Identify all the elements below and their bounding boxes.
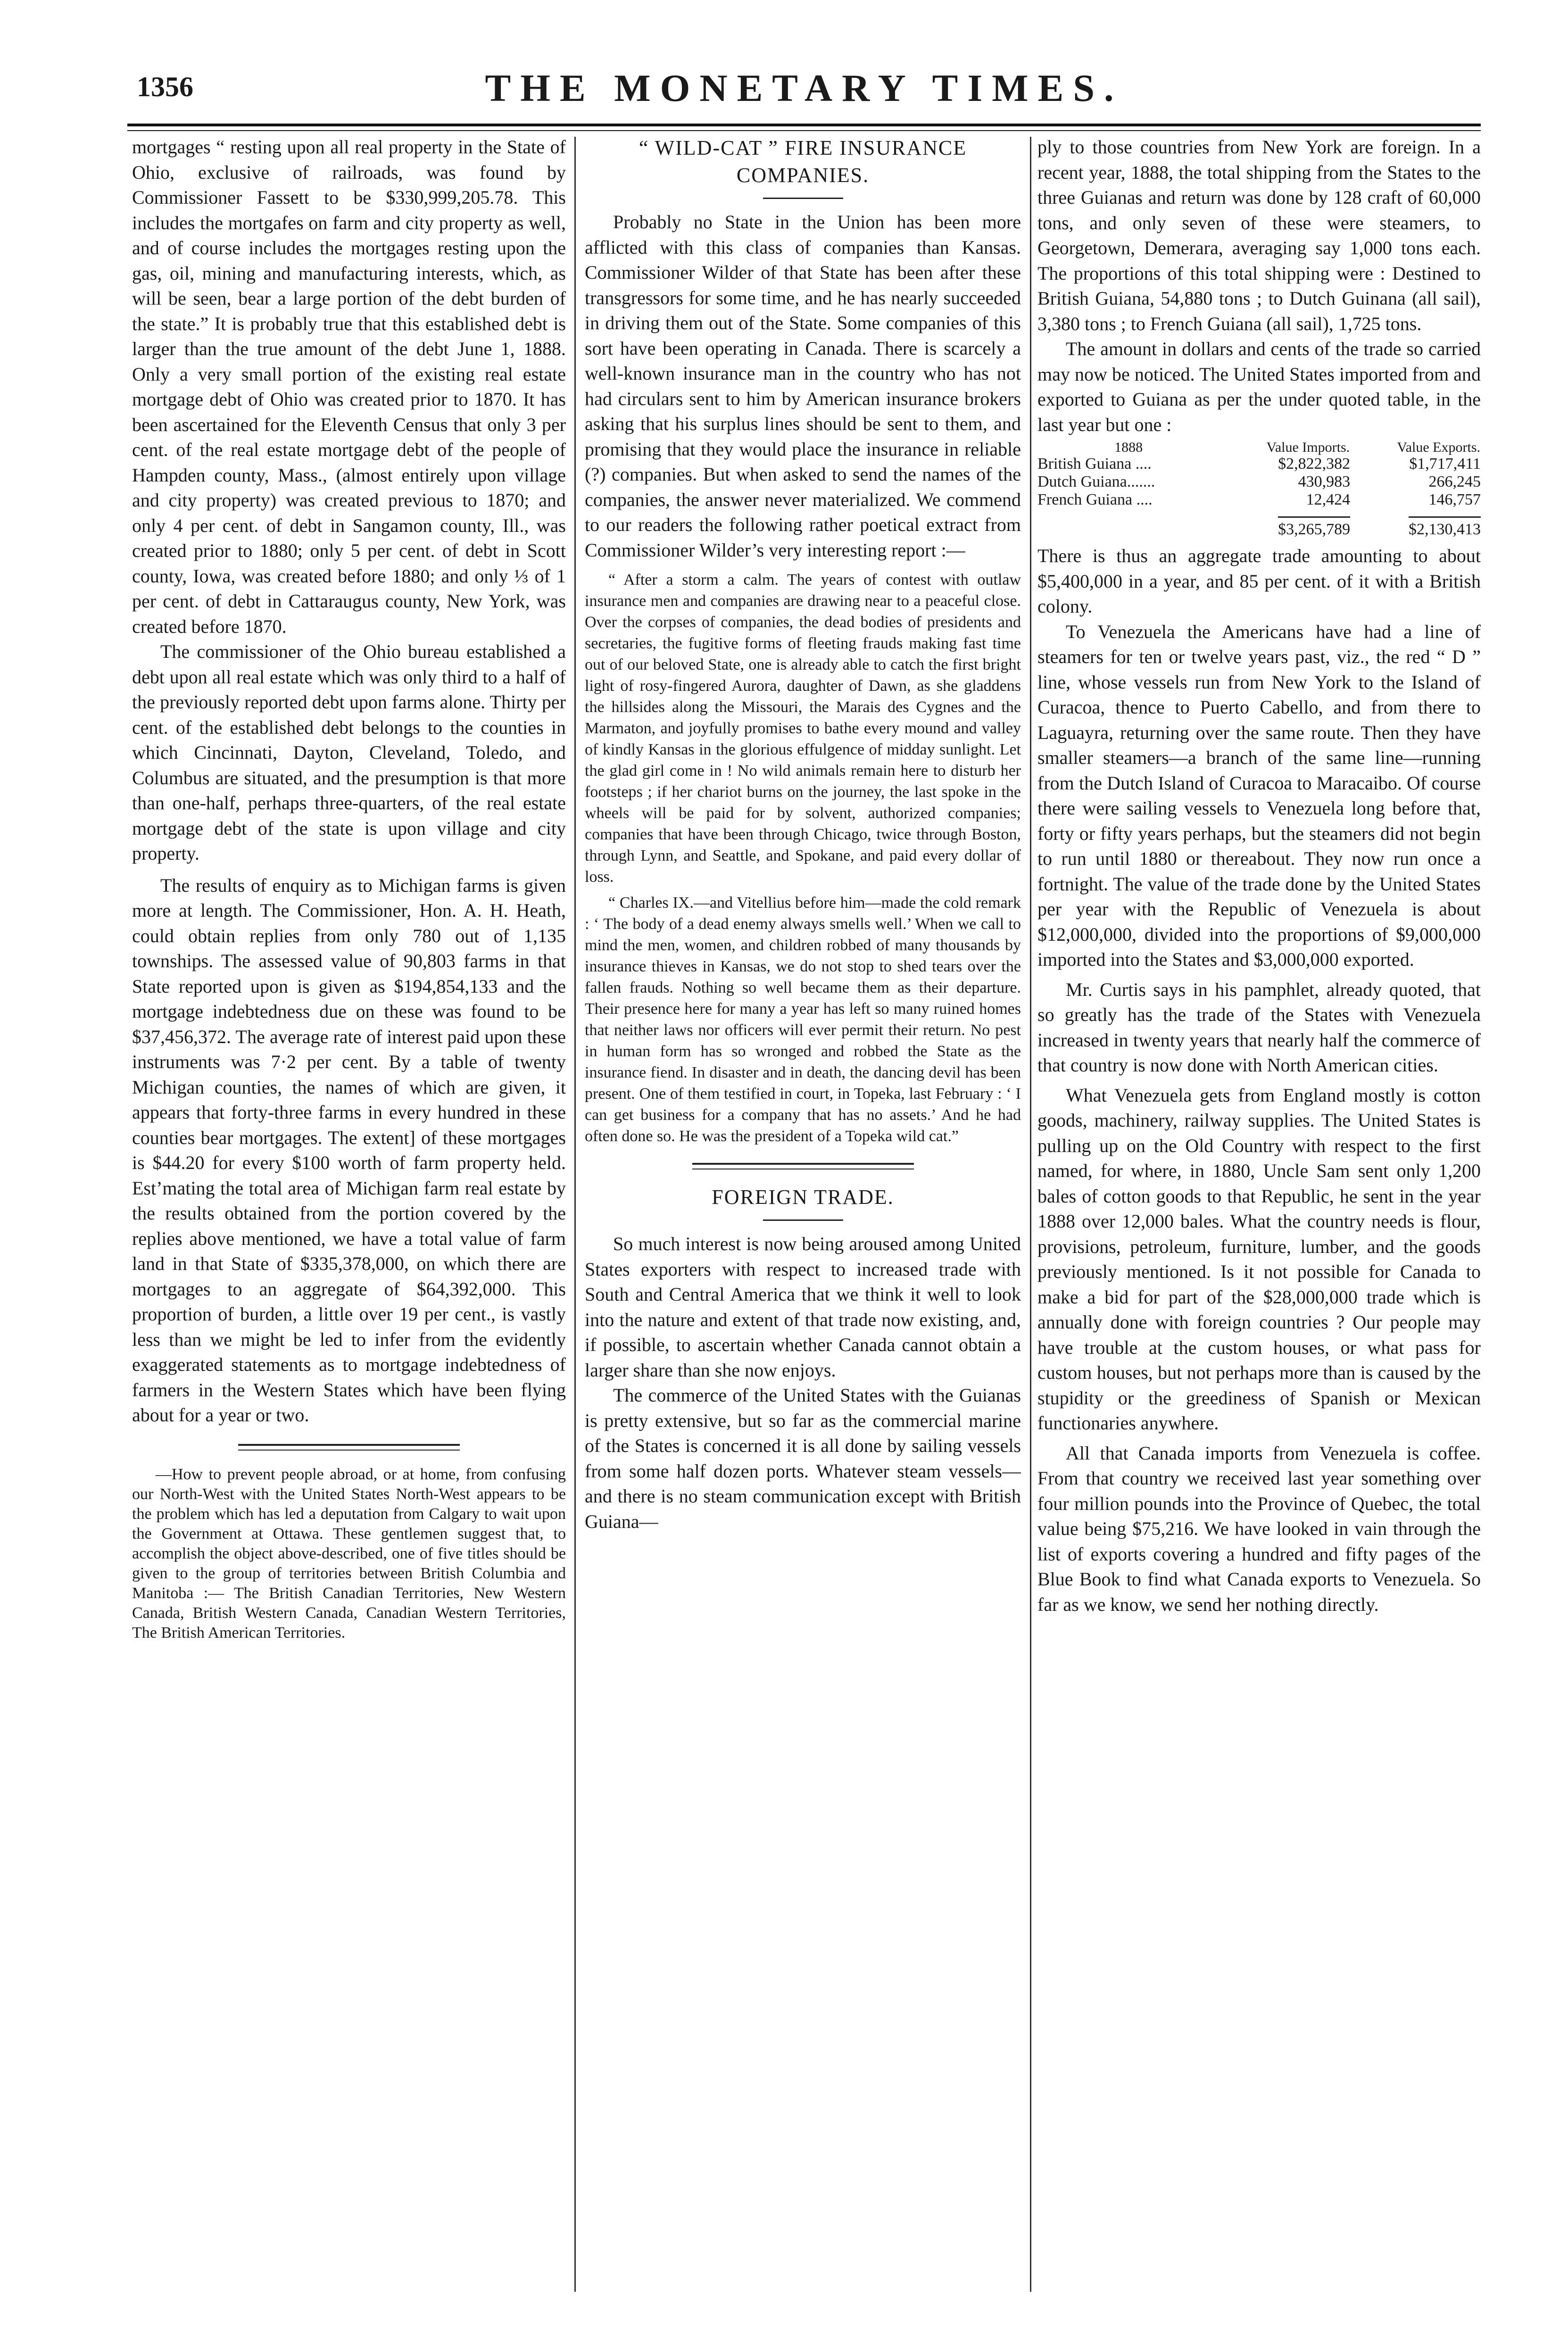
col2-quote-1: “ After a storm a calm. The years of contest with outlaw insurance men and companies are drawing near to a peaceful close. Over the corpses of companies, the dead bodies of presidents and secretaries, the fugitive forms of fleeting frauds making fast time out of our beloved State, one is already able to catch the first bright light of rosy-fingered Aurora, daughter of Dawn, as she gladdens the hillsides along the Missouri, the Marais des Cygnes and the Marmaton, and joyfully promises to bathe every mound and valley of kindly Kansas in the glorious effulgence of midday sunlight. Let the glad girl come in ! No wild animals remain here to disturb her footsteps ; if her chariot burns on the journey, the last spoke in the wheels will be paid for by solvent, authorized companies; companies that have been through Chicago, twice through Boston, through Lynn, and Seattle, and Spokane, and paid every dollar of loss. bbox=[585, 571, 1021, 886]
section-rule bbox=[238, 1444, 460, 1451]
table-cell-name: Dutch Guiana....... bbox=[1037, 473, 1155, 490]
table-cell-imports: 12,424 bbox=[1306, 491, 1351, 508]
page-header bbox=[127, 61, 1481, 123]
article-heading-wildcat: “ WILD-CAT ” FIRE INSURANCE COMPANIES. bbox=[639, 136, 967, 187]
col1-paragraph-1: mortgages “ resting upon all real property in the State of Ohio, exclusive of railroads, was found by Commissioner Fassett to be $330,999,205.78. This includes the mortgafes on farm and city property as well, and of course includes the mortgages resting upon the gas, oil, mining and manufacturing interests, which, as will be seen, bear a large portion of the debt burden of the state.” It is probably true that this established debt is larger than the true amount of the debt June 1, 1888. Only a very small portion of the existing real estate mortgage debt of Ohio was created prior to 1870. It has been ascertained for the Eleventh Census that only 3 per cent. of the real estate mortgage debt of the people of Hampden county, Mass., (almost entirely upon village and city property) was created previous to 1870; and only 4 per cent. of debt in Sangamon county, Ill., was created prior to 1880; only 5 per cent. of debt in Scott county, Iowa, was created before 1880; and only ⅓ of 1 per cent. of debt in Cattaraugus county, New York, was created before 1870. bbox=[132, 136, 566, 637]
table-cell-imports: 430,983 bbox=[1298, 473, 1351, 490]
col2-paragraph-1: Probably no State in the Union has been more afflicted with this class of companies than Kansas. Commissioner Wilder of that State has been after these transgressors for some time, and he has nearly succeeded in driving them out of the State. Some companies of this sort have been operating in Canada. There is scarcely a well-known insurance man in the country who has not had circulars sent to him by American insurance brokers asking that his surplus lines should be sent to them, and promising that they would place the insurance in reliable (?) companies. But when asked to send the names of the companies, the answer never materialized. We commend to our readers the following rather poetical extract from Commissioner Wilder’s very interesting report :— bbox=[585, 211, 1021, 561]
table-cell-name: British Guiana .... bbox=[1037, 455, 1152, 473]
table-row bbox=[1037, 491, 1481, 509]
col3-paragraph-3: There is thus an aggregate trade amounting to about $5,400,000 in a year, and 85 per cent. of it with a British colony. bbox=[1037, 545, 1481, 617]
column-2 bbox=[585, 134, 1021, 2327]
column-divider-2 bbox=[1030, 137, 1031, 2292]
column-3 bbox=[1037, 134, 1481, 2327]
col3-paragraph-1: ply to those countries from New York are foreign. In a recent year, 1888, the total shipping from the States to the three Guianas and return was done by 128 craft of 60,000 tons, and only seven of these were steamers, to Georgetown, Demerara, averaging say 1,000 tons each. The proportions of this total shipping were : Destined to British Guiana, 54,880 tons ; to Dutch Guinana (all sail), 3,380 tons ; to French Guiana (all sail), 1,725 tons. bbox=[1037, 136, 1481, 334]
table-cell-imports: $2,822,382 bbox=[1278, 455, 1351, 473]
col1-paragraph-2: The commissioner of the Ohio bureau established a debt upon all real estate which was only third to a half of the previously reported debt upon farms alone. Thirty per cent. of the established debt belongs to the counties in which Cincinnati, Dayton, Cleveland, Toledo, and Columbus are situated, and the presumption is that more than one-half, perhaps three-quarters, of the real estate mortgage debt of the state is upon village and city property. bbox=[132, 641, 566, 864]
column-divider-1 bbox=[574, 137, 576, 2292]
col1-paragraph-3: The results of enquiry as to Michigan farms is given more at length. The Commissioner, Hon. A. H. Heath, could obtain replies from only 780 out of 1,135 townships. The assessed value of 90,803 farms in that State reported upon is given as $194,854,133 and the mortgage indebtedness due on these was found to be $37,456,372. The average rate of interest paid upon these instruments was 7·2 per cent. By a table of twenty Michigan counties, the names of which are given, it appears that forty-three farms in every hundred in these counties bear mortgages. The extent] of these mortgages is $44.20 for every $100 worth of farm property held. Est’mating the total area of Michigan farm real estate by the results obtained from the portion covered by the replies above mentioned, we have a total value of farm land in that State of $335,378,000, on which there are mortgages to an aggregate of $64,392,000. This proportion of burden, a little over 19 per cent., is vastly less than we might be led to infer from the evidently exaggerated statements as to mortgage indebtedness of farmers in the Western States which have been flying about for a year or two. bbox=[132, 874, 566, 1426]
table-cell-exports: 146,757 bbox=[1428, 491, 1481, 508]
table-total-exports: $2,130,413 bbox=[1409, 516, 1481, 539]
column-1 bbox=[132, 134, 566, 2327]
table-exports-header: Value Exports. bbox=[1397, 439, 1480, 455]
guiana-trade-table bbox=[1037, 440, 1481, 539]
table-row bbox=[1037, 455, 1481, 473]
col3-paragraph-5: Mr. Curtis says in his pamphlet, already quoted, that so greatly has the trade of the States with Venezuela increased in twenty years that nearly half the commerce of that country is now done with North American cities. bbox=[1037, 978, 1481, 1076]
article-heading-foreign-trade: FOREIGN TRADE. bbox=[712, 1186, 894, 1209]
table-cell-name: French Guiana .... bbox=[1037, 491, 1153, 508]
col3-paragraph-7: All that Canada imports from Venezuela is coffee. From that country we received last year something over four million pounds into the Province of Quebec, the total value being $75,216. We have looked in vain through the list of exports covering a hundred and fifty pages of the Blue Book to find what Canada exports to Venezuela. So far as we know, we send her nothing directly. bbox=[1037, 1442, 1481, 1615]
table-header-row bbox=[1037, 440, 1481, 455]
table-imports-header: Value Imports. bbox=[1266, 439, 1350, 455]
section-rule bbox=[692, 1163, 914, 1169]
page-number: 1356 bbox=[137, 71, 193, 102]
heading-rule bbox=[763, 198, 843, 199]
col3-paragraph-4: To Venezuela the Americans have had a line of steamers for ten or twelve years past, viz., the red “ D ” line, whose vessels run from New York to the Island of Curacoa, thence to Puerto Cabello, and from there to Laguayra, returning over the same route. Then they have smaller steamers—a branch of the same line—running from the Dutch Island of Curacoa to Maracaibo. Of course there were sailing vessels to Venezuela long before that, forty or fifty years perhaps, but the steamers did not begin to run until 1880 or thereabout. They now run once a fortnight. The value of the trade done by the United States per year with the Republic of Venezuela is about $12,000,000, divided into the proportions of $9,000,000 imported into the States and $3,000,000 exported. bbox=[1037, 621, 1481, 970]
table-cell-exports: $1,717,411 bbox=[1409, 455, 1481, 473]
heading-rule bbox=[763, 1219, 843, 1221]
table-row bbox=[1037, 473, 1481, 491]
col3-paragraph-6: What Venezuela gets from England mostly is cotton goods, machinery, railway supplies. The United States is pulling up on the Old Country with respect to the first named, for where, in 1880, Uncle Sam sent only 1,200 bales of cotton goods to that Republic, he sent in the year 1888 over 12,000 bales. What the country needs is flour, provisions, petroleum, furniture, lumber, and the goods previously mentioned. Is it not possible for Canada to make a bid for part of the $28,000,000 trade which is annually done with foreign countries ? Our people may have trouble at the custom houses, or what pass for custom houses, but not perhaps more than is caused by the stupidity or the greediness of Spanish or Mexican functionaries anywhere. bbox=[1037, 1084, 1481, 1434]
table-total-imports: $3,265,789 bbox=[1278, 516, 1350, 539]
masthead: THE MONETARY TIMES. bbox=[485, 66, 1123, 109]
table-year-header: 1888 bbox=[1114, 439, 1143, 455]
col3-paragraph-2: The amount in dollars and cents of the trade so carried may now be noticed. The United States imported from and exported to Guiana as per the under quoted table, in the last year but one : bbox=[1037, 338, 1481, 435]
header-rule-thick bbox=[127, 124, 1481, 126]
col1-note: —How to prevent people abroad, or at home, from confusing our North-West with the United States North-West appears to be the problem which has led a deputation from Calgary to wait upon the Government at Ottawa. These gentlemen suggest that, to accomplish the object above-described, one of five titles should be given to the group of territories between British Columbia and Manitoba :— The British Canadian Territories, New Western Canada, British Western Canada, Canadian Western Territories, The British American Territories. bbox=[132, 1465, 566, 1642]
table-cell-exports: 266,245 bbox=[1428, 473, 1481, 490]
col2-paragraph-3: The commerce of the United States with the Guianas is pretty extensive, but so far as the commercial marine of the States is concerned it is all done by sailing vessels from some half dozen ports. Whatever steam vessels—and there is no steam communication except with British Guiana— bbox=[585, 1385, 1021, 1532]
col2-paragraph-2: So much interest is now being aroused among United States exporters with respect to increased trade with South and Central America that we think it well to look into the nature and extent of that trade now existing, and, if possible, to ascertain whether Canada cannot obtain a larger share than she now enjoys. bbox=[585, 1233, 1021, 1381]
col2-quote-2: “ Charles IX.—and Vitellius before him—made the cold remark : ‘ The body of a dead enemy always smells well.’ When we call to mind the men, women, and children robbed of many thousands by insurance thieves in Kansas, we do not stop to shed tears over the fallen frauds. Nothing so well became them as their departure. Their presence here for many a year has left so many ruined homes that neither laws nor officers will ever permit their return. No pest in human form has so wronged and robbed the State as the insurance fiend. In disaster and in death, the dancing devil has been present. One of them testified in court, in Topeka, last February : ‘ I can get business for a company that has no assets.’ And he had often done so. He was the president of a Topeka wild cat.” bbox=[585, 894, 1021, 1145]
header-rule-thin bbox=[127, 130, 1481, 131]
table-total-row bbox=[1037, 509, 1481, 539]
